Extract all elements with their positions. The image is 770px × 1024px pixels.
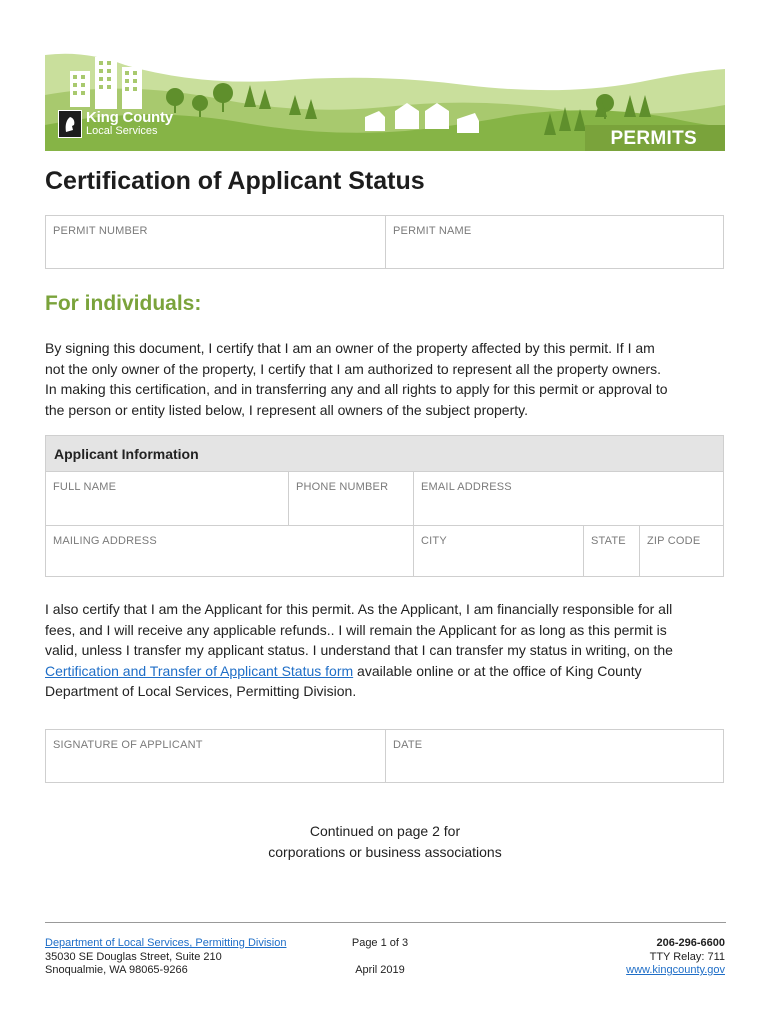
full-name-field[interactable] [46,472,289,525]
full-name-label: FULL NAME [53,481,117,493]
continued-line-1: Continued on page 2 for [309,823,461,839]
zip-code-label: ZIP CODE [647,535,701,547]
certify-paragraph [45,599,735,702]
header-banner [45,45,725,151]
footer-address [45,937,286,978]
signature-label: SIGNATURE OF APPLICANT [53,739,203,751]
intro-line-3: In making this certification, and in transferring any and all rights to apply for this permit or approval to [45,381,668,398]
city-label: CITY [421,535,447,547]
permit-number-label: PERMIT NUMBER [53,225,148,237]
department-link[interactable]: Department of Local Services, Permitting Division [45,937,287,949]
applicant-info-heading: Applicant Information [46,436,723,472]
page-title: Certification of Applicant Status [45,167,425,195]
logo-name: King County [86,109,173,127]
city-field[interactable] [414,526,584,577]
page-number: Page 1 of 3 [351,937,409,949]
footer-address-line-2: Snoqualmie, WA 98065-9266 [45,964,188,976]
permit-name-field[interactable] [386,216,723,268]
certify-line-4 [45,661,735,682]
tty-relay: TTY Relay: 711 [649,950,725,963]
permit-fields-box [45,215,724,269]
individuals-heading: For individuals: [45,292,202,315]
applicant-info-table [45,435,724,577]
transfer-form-link[interactable]: Certification and Transfer of Applicant Status form [45,662,354,679]
intro-line-4: the person or entity listed below, I represent all owners of the subject property. [45,401,528,418]
certify-line-2: fees, and I will receive any applicable refunds.. I will remain the Applicant for as long as this permit is [45,621,667,638]
footer-page-info [330,937,430,978]
date-field[interactable] [386,730,723,782]
website-link[interactable]: www.kingcounty.gov [626,964,725,976]
footer-address-line-1: 35030 SE Douglas Street, Suite 210 [45,950,222,963]
zip-code-field[interactable] [640,526,723,577]
date-label: DATE [393,739,423,751]
permit-number-field[interactable] [46,216,386,268]
signature-fields-box [45,729,724,783]
continued-note [0,821,770,863]
applicant-row-2 [46,526,723,577]
email-address-label: EMAIL ADDRESS [421,481,512,493]
intro-line-2: not the only owner of the property, I certify that I am authorized to represent all the property owners. [45,360,662,377]
phone-number-field[interactable] [289,472,414,525]
certify-line-1: I also certify that I am the Applicant for this permit. As the Applicant, I am financially responsible for all [45,601,673,617]
king-county-logo-icon [58,110,82,138]
footer-contact [626,937,725,978]
revision-date: April 2019 [355,964,405,976]
mailing-address-label: MAILING ADDRESS [53,535,157,547]
intro-paragraph [45,338,735,420]
logo-subtitle: Local Services [86,125,158,138]
intro-line-1: By signing this document, I certify that I am an owner of the property affected by this permit. If I am [45,340,655,356]
certify-line-3: valid, unless I transfer my applicant status. I understand that I can transfer my status in writing, on the [45,642,673,659]
permits-label: PERMITS [610,128,697,149]
certify-line-4-rest: available online or at the office of King County [353,662,642,679]
certify-line-5: Department of Local Services, Permitting Division. [45,683,357,700]
mailing-address-field[interactable] [46,526,414,577]
footer-divider [45,922,726,923]
state-label: STATE [591,535,626,547]
state-field[interactable] [584,526,640,577]
phone-number: 206-296-6600 [656,937,725,949]
permit-name-label: PERMIT NAME [393,225,472,237]
signature-field[interactable] [46,730,386,782]
applicant-row-1 [46,472,723,526]
continued-line-2: corporations or business associations [268,844,502,860]
king-county-logo [58,110,173,138]
email-address-field[interactable] [414,472,723,525]
phone-number-label: PHONE NUMBER [296,481,389,493]
